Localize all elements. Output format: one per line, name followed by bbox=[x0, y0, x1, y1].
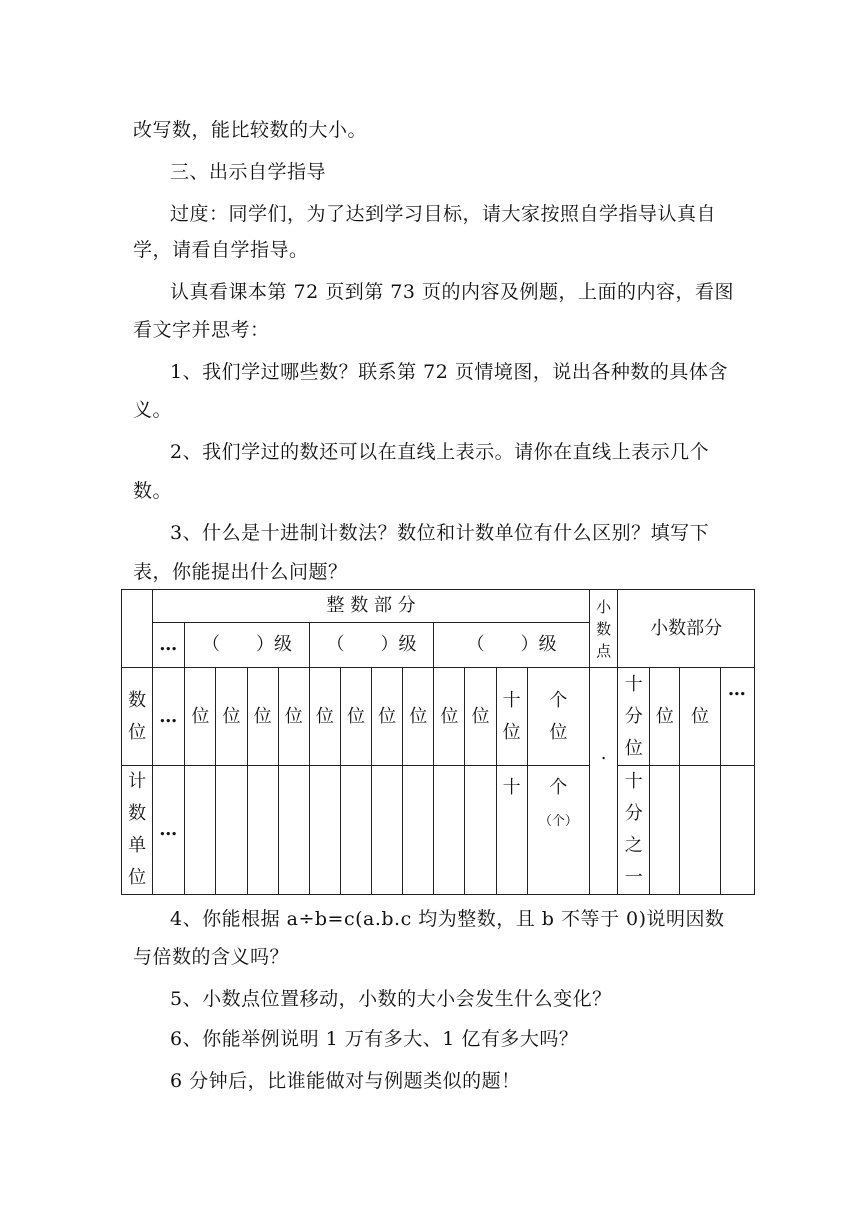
place-cell: 位 bbox=[465, 668, 496, 766]
paragraph-line: 与倍数的含义吗？ bbox=[133, 946, 290, 968]
place-cell: 位 bbox=[278, 668, 309, 766]
place-cell: 位 bbox=[403, 668, 434, 766]
label-char: 十 bbox=[502, 689, 521, 711]
place-cell: 位 bbox=[340, 668, 371, 766]
integer-part-header: 整 数 部 分 bbox=[153, 590, 590, 623]
ellipsis-cell: … bbox=[153, 623, 185, 668]
label-char: 位 bbox=[549, 721, 568, 743]
unit-tens-cell: 十 bbox=[496, 766, 527, 895]
empty-cell bbox=[340, 766, 371, 895]
label-char: 数 bbox=[128, 803, 147, 824]
paragraph-line: 过度：同学们，为了达到学习目标，请大家按照自学指导认真自 bbox=[170, 203, 717, 225]
empty-cell bbox=[403, 766, 434, 895]
question-3: 3、什么是十进制计数法？数位和计数单位有什么区别？填写下 bbox=[170, 522, 710, 544]
paragraph-line: 学，请看自学指导。 bbox=[133, 239, 309, 261]
question-6: 6、你能举例说明 1 万有多大、1 亿有多大吗？ bbox=[170, 1028, 579, 1050]
header-char: 点 bbox=[596, 641, 612, 660]
empty-cell bbox=[650, 766, 680, 895]
label-char: 之 bbox=[624, 835, 643, 856]
level-cell: （ ）级 bbox=[185, 623, 310, 668]
level-cell: （ ）级 bbox=[434, 623, 590, 668]
decimal-point-header bbox=[590, 590, 618, 668]
label-char: 位 bbox=[128, 721, 147, 743]
empty-cell bbox=[465, 766, 496, 895]
empty-cell bbox=[216, 766, 247, 895]
header-char: 小 bbox=[596, 597, 612, 616]
question-4: 4、你能根据 a÷b=c(a.b.c 均为整数，且 b 不等于 0)说明因数 bbox=[170, 908, 725, 930]
place-row-label bbox=[122, 668, 153, 766]
paragraph-line: 表，你能提出什么问题？ bbox=[133, 561, 348, 583]
empty-cell bbox=[372, 766, 403, 895]
tens-place-cell bbox=[496, 668, 527, 766]
paragraph-line: 认真看课本第 72 页到第 73 页的内容及例题，上面的内容，看图 bbox=[170, 281, 735, 303]
empty-cell bbox=[185, 766, 216, 895]
unit-row-label bbox=[122, 766, 153, 895]
place-cell: 位 bbox=[434, 668, 465, 766]
unit-tenths-cell bbox=[618, 766, 650, 895]
label-char: 十 bbox=[624, 771, 643, 792]
section-heading: 三、出示自学指导 bbox=[170, 161, 327, 183]
label-char: 数 bbox=[128, 689, 147, 711]
paragraph-line: 改写数，能比较数的大小。 bbox=[133, 119, 368, 141]
question-1: 1、我们学过哪些数？联系第 72 页情境图，说出各种数的具体含 bbox=[170, 361, 728, 383]
tenths-place-cell bbox=[618, 668, 650, 766]
empty-cell bbox=[434, 766, 465, 895]
label-char: 一 bbox=[624, 867, 643, 888]
unit-ones-cell bbox=[527, 766, 589, 895]
label-char: 位 bbox=[624, 737, 643, 759]
place-cell: 位 bbox=[185, 668, 216, 766]
blank-corner-cell bbox=[122, 590, 153, 668]
paragraph-line: 看文字并思考： bbox=[133, 319, 270, 341]
closing-line: 6 分钟后，比谁能做对与例题类似的题！ bbox=[170, 1070, 521, 1092]
ellipsis-cell: … bbox=[153, 766, 185, 895]
place-cell: 位 bbox=[216, 668, 247, 766]
paragraph-line: 数。 bbox=[133, 480, 173, 502]
label-char: 单 bbox=[128, 835, 147, 856]
header-char: 数 bbox=[596, 619, 612, 638]
decimal-part-header: 小数部分 bbox=[618, 590, 755, 668]
empty-cell bbox=[309, 766, 340, 895]
ellipsis-cell: … bbox=[153, 668, 185, 766]
empty-cell bbox=[278, 766, 309, 895]
paragraph-line: 义。 bbox=[133, 399, 173, 421]
place-cell: 位 bbox=[309, 668, 340, 766]
ellipsis-cell: … bbox=[720, 668, 754, 766]
decimal-dot-cell: . bbox=[590, 668, 618, 895]
unit-ones-paren: （个） bbox=[538, 814, 578, 829]
place-cell: 位 bbox=[650, 668, 680, 766]
question-2: 2、我们学过的数还可以在直线上表示。请你在直线上表示几个 bbox=[170, 441, 710, 463]
label-char: 分 bbox=[624, 705, 643, 727]
question-5: 5、小数点位置移动，小数的大小会发生什么变化？ bbox=[170, 988, 612, 1010]
label-char: 计 bbox=[128, 771, 147, 792]
label-char: 个 bbox=[549, 777, 568, 798]
place-cell: 位 bbox=[247, 668, 278, 766]
empty-cell bbox=[720, 766, 754, 895]
label-char: 分 bbox=[624, 803, 643, 824]
place-value-table bbox=[121, 589, 755, 895]
place-cell: 位 bbox=[372, 668, 403, 766]
empty-cell bbox=[680, 766, 720, 895]
label-char: 位 bbox=[128, 867, 147, 888]
ones-place-cell bbox=[527, 668, 589, 766]
label-char: 个 bbox=[549, 689, 568, 711]
label-char: 十 bbox=[624, 673, 643, 695]
place-cell: 位 bbox=[680, 668, 720, 766]
label-char: 位 bbox=[502, 721, 521, 743]
empty-cell bbox=[247, 766, 278, 895]
level-cell: （ ）级 bbox=[309, 623, 434, 668]
